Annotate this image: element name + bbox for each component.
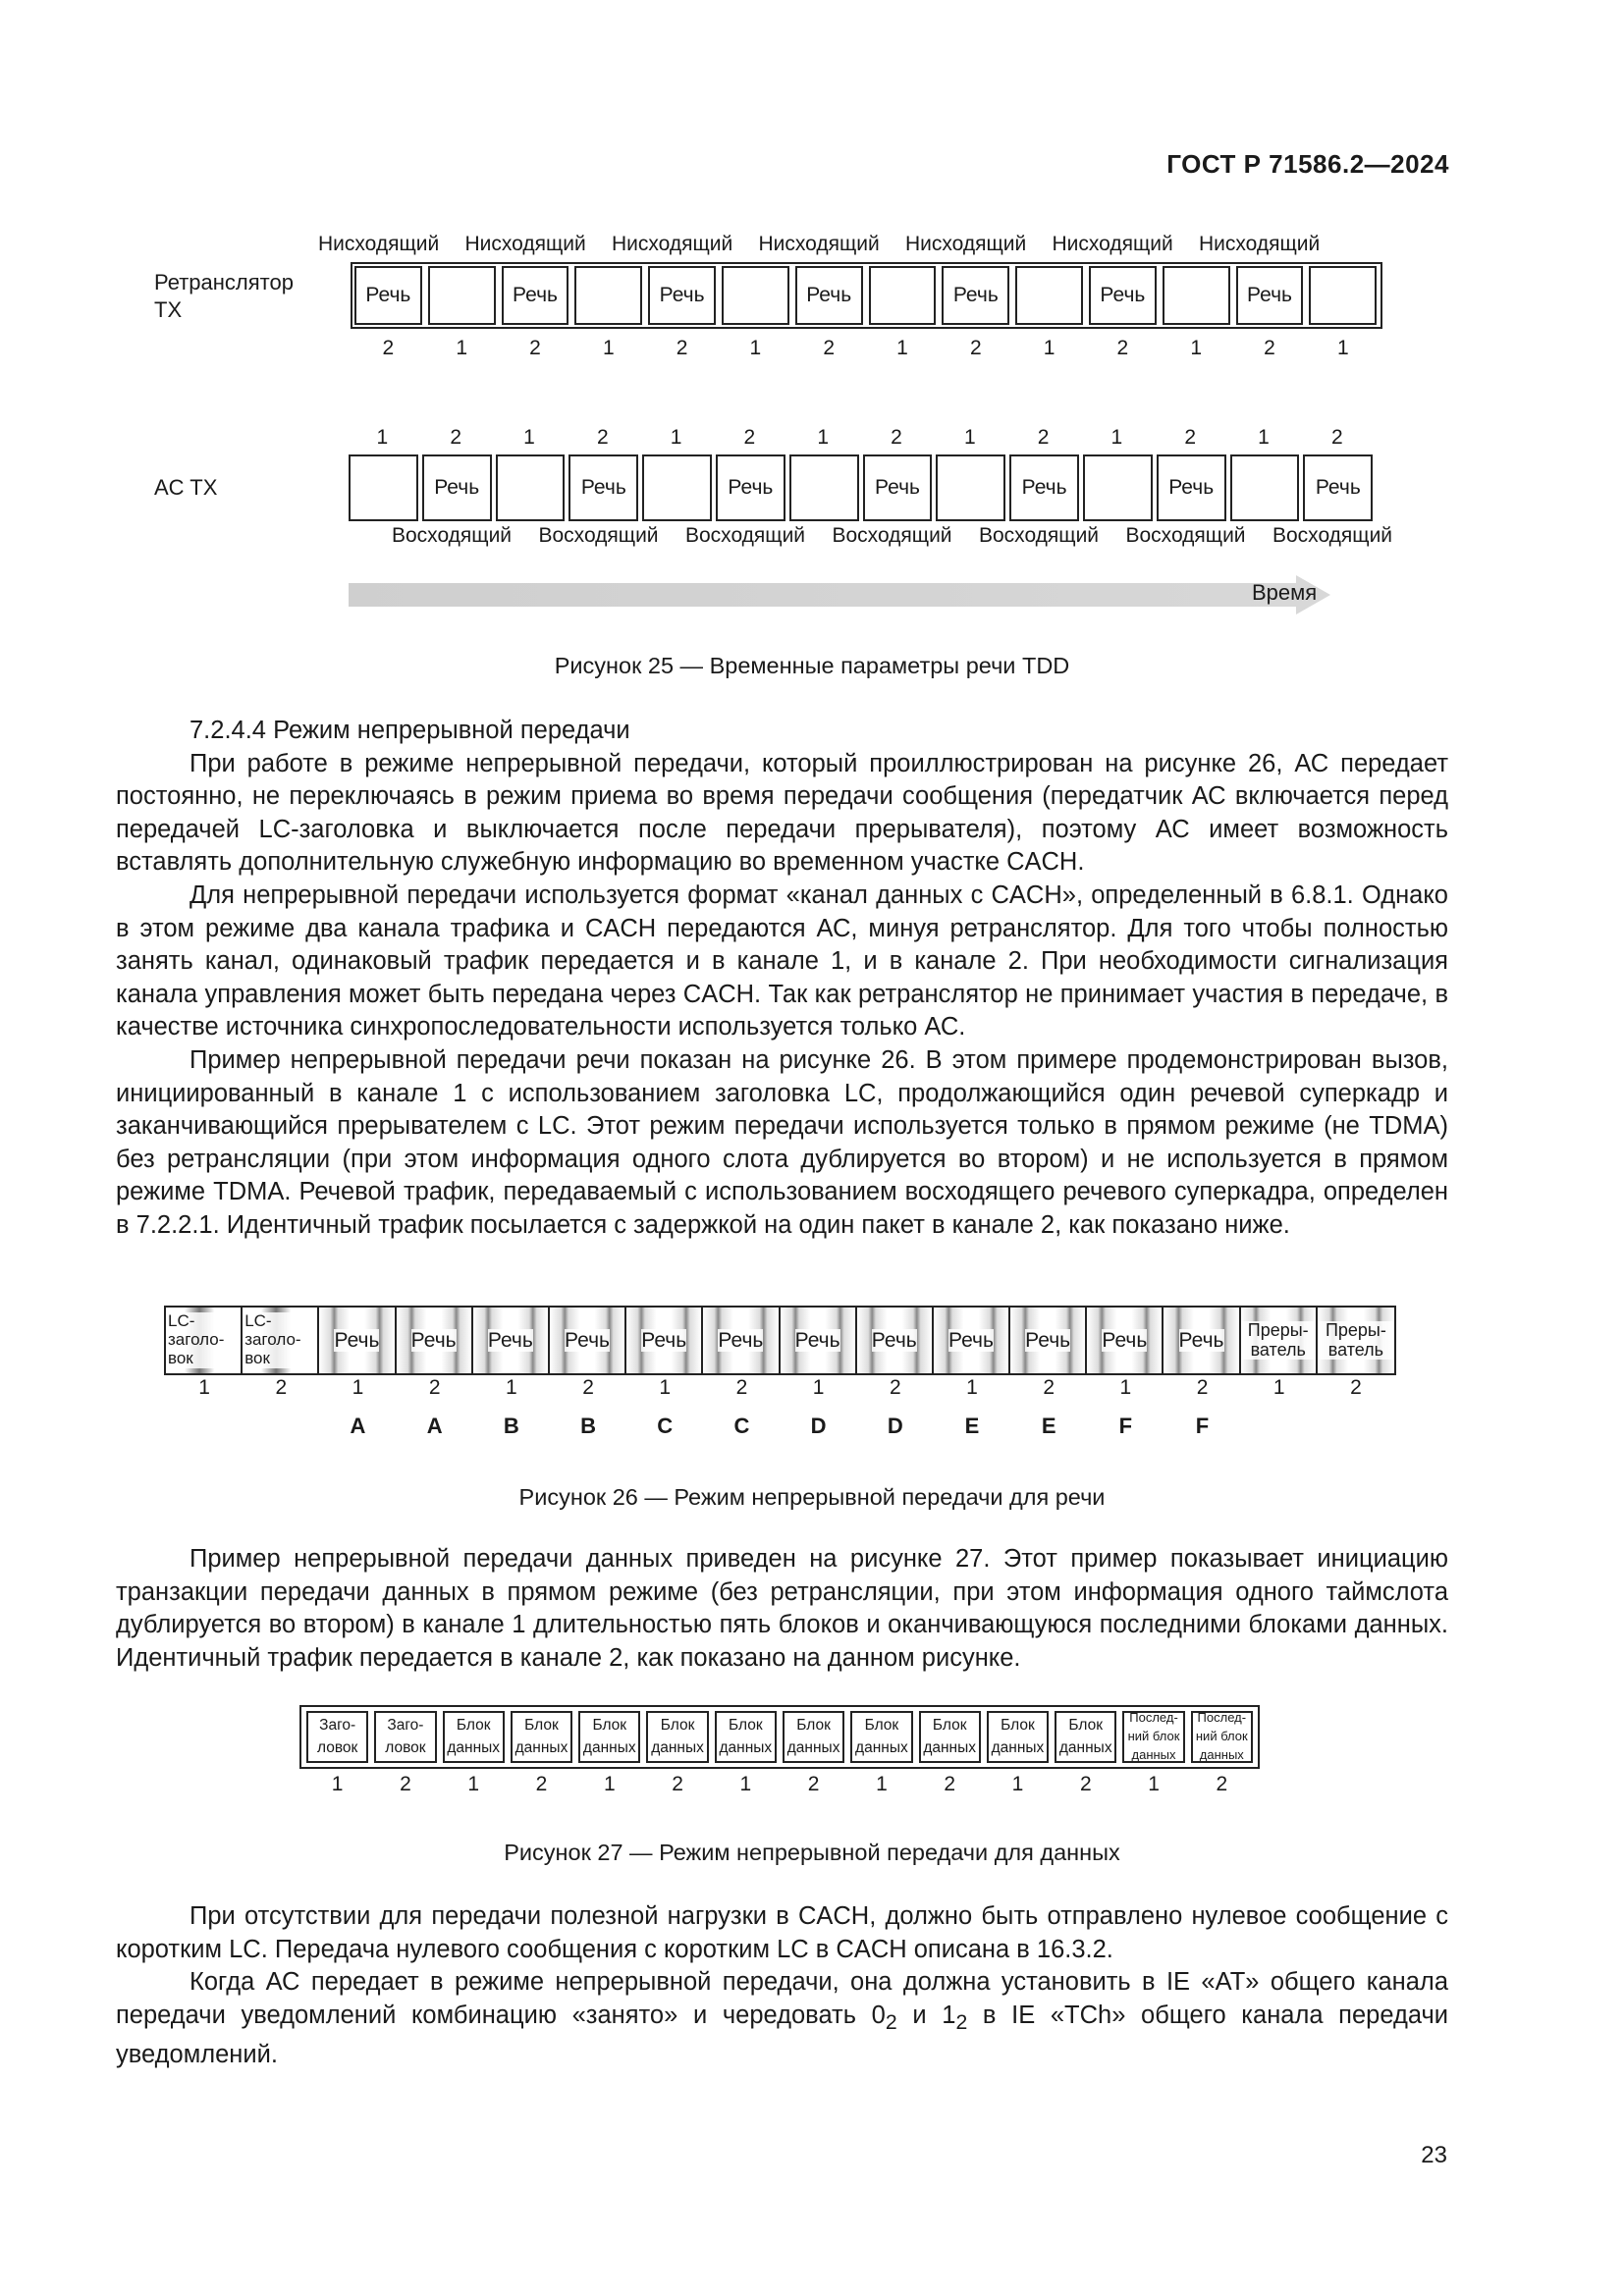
superframe-letter: F <box>1195 1414 1210 1438</box>
voice-burst: Речь <box>781 1308 857 1373</box>
channel-number: 1 <box>1148 1773 1160 1795</box>
channel-number: 2 <box>1350 1376 1362 1399</box>
slot-number: 2 <box>676 337 688 359</box>
superframe-letter: F <box>1118 1414 1133 1438</box>
header-block: Заго-​ловок <box>374 1711 436 1763</box>
speech-slot: Речь <box>568 454 638 521</box>
channel-number: 2 <box>1043 1376 1055 1399</box>
empty-slot <box>349 454 418 521</box>
slot-number: 2 <box>1116 337 1129 359</box>
slot-number: 2 <box>1184 426 1197 449</box>
empty-slot <box>936 454 1005 521</box>
channel-number: 2 <box>944 1773 956 1795</box>
speech-slot: Речь <box>354 266 422 325</box>
data-block: Блок данных <box>783 1711 844 1763</box>
uplink-label: Восходящий <box>1272 524 1393 547</box>
terminator-burst: Преры-​ватель <box>1241 1308 1318 1373</box>
channel-number: 1 <box>1272 1376 1285 1399</box>
uplink-label: Восходящий <box>832 524 952 547</box>
slot-number: 2 <box>891 426 902 449</box>
paragraph-1: При работе в режиме непрерывной передачи, который проиллюстрирован на рисунке 26, АС передает постоянно, не переключаясь в режим приема во время передачи сообщения (передатчик АС включается перед передачей LC-заголовка и выключается после передачи прерывателя), поэтому АС имеет возможность вставлять дополнительную служебную информацию во временном участке CACH. <box>116 749 1448 877</box>
voice-burst: Речь <box>1087 1308 1164 1373</box>
superframe-letter: C <box>657 1414 674 1438</box>
paragraph-4: Пример непрерывной передачи данных приведен на рисунке 27. Этот пример показывает инициацию транзакции передачи данных в прямом режиме (без ретрансляции, при этом информация одного таймслота дублируется во втором) в канале 1 длительностью пять блоков и оканчивающуюся последними блоками данных. Идентичный трафик передается в канале 2, как показано на данном рисунке. <box>116 1545 1448 1672</box>
speech-slot: Речь <box>795 266 863 325</box>
superframe-letter: D <box>810 1414 827 1438</box>
channel-number: 1 <box>1119 1376 1132 1399</box>
last-data-block: Послед-​ний блок данных <box>1191 1711 1253 1763</box>
channel-number: 2 <box>889 1376 901 1399</box>
channel-number: 2 <box>1196 1376 1209 1399</box>
slot-number: 1 <box>602 337 615 359</box>
slot-number: 1 <box>670 426 682 449</box>
slot-number: 2 <box>823 337 836 359</box>
channel-number: 1 <box>506 1376 517 1399</box>
empty-slot <box>496 454 566 521</box>
channel-number: 1 <box>812 1376 825 1399</box>
channel-number: 1 <box>198 1376 210 1399</box>
slot-number: 1 <box>1110 426 1123 449</box>
slot-number: 2 <box>1264 337 1275 359</box>
page-number: 23 <box>1421 2142 1447 2168</box>
data-block: Блок данных <box>850 1711 912 1763</box>
slot-number: 1 <box>456 337 468 359</box>
downlink-label: Нисходящий <box>1199 233 1321 255</box>
slot-number: 1 <box>963 426 976 449</box>
superframe-letter: A <box>426 1414 443 1438</box>
slot-number: 2 <box>743 426 756 449</box>
speech-slot: Речь <box>1157 454 1226 521</box>
channel-number: 2 <box>735 1376 748 1399</box>
repeater-label: Ретранслятор <box>154 270 294 294</box>
empty-slot <box>1230 454 1300 521</box>
channel-number: 1 <box>876 1773 888 1795</box>
superframe-letter: E <box>1041 1414 1056 1438</box>
slot-number: 2 <box>382 337 395 359</box>
superframe-letter: A <box>350 1414 366 1438</box>
channel-number: 2 <box>672 1773 683 1795</box>
empty-slot <box>869 266 937 325</box>
paragraph-4-block <box>116 1543 1448 1675</box>
voice-burst: Речь <box>397 1308 473 1373</box>
slot-number: 1 <box>1258 426 1270 449</box>
empty-slot <box>1083 454 1153 521</box>
uplink-label: Восходящий <box>538 524 659 547</box>
channel-number: 2 <box>535 1773 548 1795</box>
empty-slot <box>1015 266 1083 325</box>
channel-number: 1 <box>603 1773 616 1795</box>
empty-slot <box>1163 266 1230 325</box>
speech-slot: Речь <box>1236 266 1304 325</box>
voice-burst: Речь <box>550 1308 626 1373</box>
paragraph-5: При отсутствии для передачи полезной нагрузки в CACH, должно быть отправлено нулевое сообщение с коротким LC. Передача нулевого сообщения с коротким LC в CACH описана в 16.3.2. <box>116 1902 1448 1963</box>
slot-number: 1 <box>1043 337 1056 359</box>
downlink-label: Нисходящий <box>612 233 733 255</box>
speech-slot: Речь <box>716 454 785 521</box>
lc-header-burst: LC-​заголо-вок <box>166 1308 243 1373</box>
voice-burst: Речь <box>1164 1308 1240 1373</box>
channel-number: 1 <box>659 1376 672 1399</box>
closing-text <box>116 1900 1448 2072</box>
data-block: Блок данных <box>715 1711 777 1763</box>
figure-27-caption: Рисунок 27 — Режим непрерывной передачи для данных <box>504 1840 1120 1865</box>
header-block: Заго-​ловок <box>306 1711 368 1763</box>
uplink-label: Восходящий <box>979 524 1100 547</box>
data-block: Блок данных <box>919 1711 981 1763</box>
lc-header-burst: LC-​заголо-вок <box>243 1308 319 1373</box>
slot-number: 2 <box>969 337 982 359</box>
downlink-label: Нисходящий <box>464 233 586 255</box>
paragraph-2: Для непрерывной передачи используется формат «канал данных с CACH», определенный в 6.8.1. Однако в этом режиме два канала трафика и CACH передаются АС, минуя ретранслятор. Для того чтобы полностью занять канал, одинаковый трафик передается и в канале 1, и в канале 2. При необходимости сигнализация канала управления может быть передана через CACH. Так как ретранслятор не принимает участия в передаче, в качестве источника синхропоследовательности используется только АС. <box>116 881 1448 1041</box>
slot-number: 1 <box>523 426 535 449</box>
empty-slot <box>789 454 859 521</box>
time-label: Время <box>1252 580 1318 605</box>
empty-slot <box>722 266 789 325</box>
slot-number: 1 <box>896 337 908 359</box>
voice-burst: Речь <box>626 1308 703 1373</box>
empty-slot <box>574 266 642 325</box>
slot-number: 2 <box>596 426 609 449</box>
slot-number: 1 <box>749 337 762 359</box>
channel-number: 1 <box>966 1376 978 1399</box>
superframe-letter: E <box>964 1414 980 1438</box>
uplink-label: Восходящий <box>685 524 806 547</box>
voice-burst: Речь <box>319 1308 396 1373</box>
channel-number: 2 <box>1216 1773 1228 1795</box>
speech-slot: Речь <box>1009 454 1079 521</box>
slot-number: 1 <box>1190 337 1203 359</box>
slot-number: 1 <box>376 426 389 449</box>
channel-number: 2 <box>807 1773 820 1795</box>
channel-number: 2 <box>582 1376 594 1399</box>
slot-number: 2 <box>529 337 541 359</box>
superframe-letter: B <box>580 1414 596 1438</box>
downlink-label: Нисходящий <box>318 233 440 255</box>
channel-number: 2 <box>400 1773 411 1795</box>
voice-burst: Речь <box>1010 1308 1087 1373</box>
superframe-letter: C <box>733 1414 750 1438</box>
figure-25-caption: Рисунок 25 — Временные параметры речи TDD <box>554 653 1070 678</box>
downlink-label: Нисходящий <box>1052 233 1173 255</box>
data-block: Блок данных <box>646 1711 708 1763</box>
voice-burst: Речь <box>934 1308 1010 1373</box>
time-arrow <box>349 575 1330 614</box>
voice-burst: Речь <box>703 1308 780 1373</box>
terminator-burst: Преры-​ватель <box>1318 1308 1394 1373</box>
channel-number: 1 <box>352 1376 364 1399</box>
uplink-label: Восходящий <box>392 524 513 547</box>
channel-number: 1 <box>331 1773 344 1795</box>
channel-number: 1 <box>467 1773 480 1795</box>
superframe-letter: B <box>503 1414 519 1438</box>
ms-label: AC TX <box>154 475 218 500</box>
channel-number: 2 <box>1079 1773 1092 1795</box>
data-block-row <box>299 1705 1260 1769</box>
speech-slot: Речь <box>648 266 716 325</box>
data-block: Блок данных <box>578 1711 640 1763</box>
speech-slot: Речь <box>1303 454 1373 521</box>
speech-slot: Речь <box>863 454 933 521</box>
repeater-label-tx: TX <box>154 297 183 322</box>
empty-slot <box>642 454 712 521</box>
slot-number: 1 <box>1336 337 1349 359</box>
slot-number: 2 <box>1037 426 1050 449</box>
downlink-label: Нисходящий <box>758 233 880 255</box>
last-data-block: Послед-​ний блок данных <box>1122 1711 1184 1763</box>
data-block: Блок данных <box>1055 1711 1116 1763</box>
figure-26-caption: Рисунок 26 — Режим непрерывной передачи для речи <box>518 1484 1106 1510</box>
slot-number: 2 <box>450 426 462 449</box>
speech-slot: Речь <box>942 266 1009 325</box>
empty-slot <box>428 266 496 325</box>
voice-burst: Речь <box>473 1308 550 1373</box>
superframe-letter: D <box>887 1414 903 1438</box>
empty-slot <box>1309 266 1377 325</box>
document-header: ГОСТ Р 71586.2—2024 <box>1166 149 1449 179</box>
paragraph-3: Пример непрерывной передачи речи показан на рисунке 26. В этом примере продемонстрирован вызов, инициированный в канале 1 с использованием заголовка LC, продолжающийся один речевой суперкадр и заканчивающийся прерывателем с LC. Этот режим передачи используется только в прямом режиме (не TDMA) без ретрансляции (при этом информация одного слота дублируется во втором) и не используется в прямом режиме TDMA. Речевой трафик, передаваемый с использованием восходящего речевого суперкадра, определен в 7.2.2.1. Идентичный трафик посылается с задержкой на один пакет в канале 2, как показано ниже. <box>116 1045 1448 1239</box>
channel-number: 2 <box>428 1376 441 1399</box>
data-block: Блок данных <box>443 1711 505 1763</box>
speech-slot: Речь <box>502 266 569 325</box>
channel-number: 1 <box>1011 1773 1024 1795</box>
slot-number: 1 <box>817 426 830 449</box>
voice-burst: Речь <box>857 1308 934 1373</box>
downlink-label: Нисходящий <box>905 233 1027 255</box>
data-block: Блок данных <box>511 1711 572 1763</box>
channel-number: 2 <box>275 1376 288 1399</box>
voice-burst-row <box>164 1306 1396 1375</box>
channel-number: 1 <box>739 1773 752 1795</box>
section-heading: 7.2.4.4 Режим непрерывной передачи <box>189 717 630 744</box>
paragraph-6: Когда АС передает в режиме непрерывной передачи, она должна установить в IE «AT» общего канала передачи уведомлений комбинацию «занято» и чередовать $0_2$ и $1_2$ в IE «TCh» общего канала передачи уведомлений. <box>116 1968 1448 2069</box>
slot-number: 2 <box>1330 426 1343 449</box>
speech-slot: Речь <box>422 454 492 521</box>
speech-slot: Речь <box>1089 266 1157 325</box>
uplink-label: Восходящий <box>1125 524 1246 547</box>
section-text <box>116 715 1448 1243</box>
data-block: Блок данных <box>987 1711 1049 1763</box>
